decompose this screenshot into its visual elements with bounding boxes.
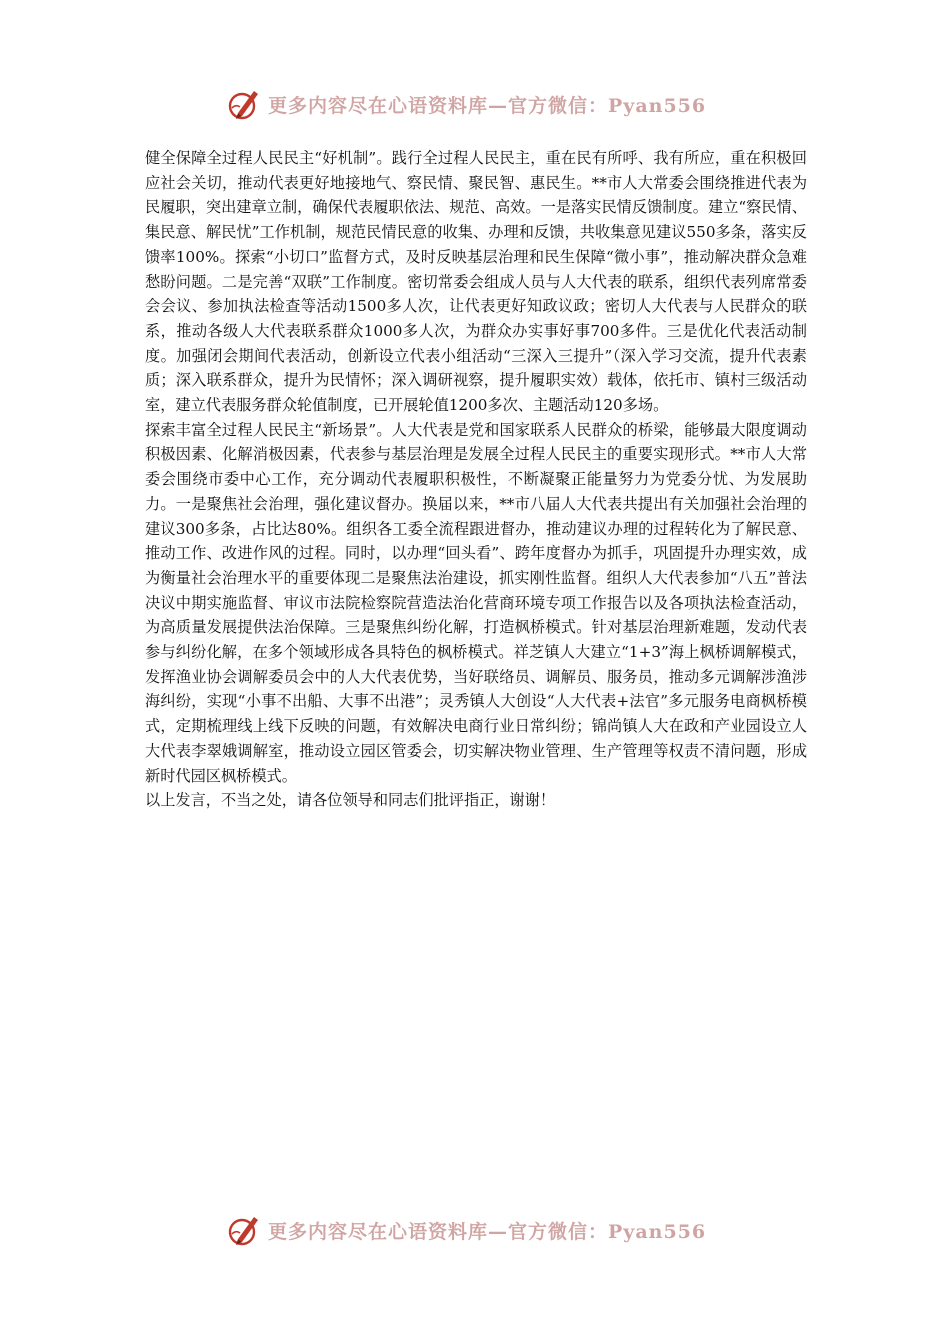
document-body	[145, 146, 807, 813]
paragraph-2: 探索丰富全过程人民民主“新场景”。人大代表是党和国家联系人民群众的桥梁，能够最大限度调动积极因素、化解消极因素，代表参与基层治理是发展全过程人民民主的重要实现形式。**市人大常委会围绕市委中心工作，充分调动代表履职积极性，不断凝聚正能量努力为党委分忧、为发展助力。一是聚焦社会治理，强化建议督办。换届以来，**市八届人大代表共提出有关加强社会治理的建议300多条，占比达80%。组织各工委全流程跟进督办，推动建议办理的过程转化为了解民意、推动工作、改进作风的过程。同时，以办理“回头看”、跨年度督办为抓手，巩固提升办理实效，成为衡量社会治理水平的重要体现二是聚焦法治建设，抓实刚性监督。组织人大代表参加“八五”普法决议中期实施监督、审议市法院检察院营造法治化营商环境专项工作报告以及各项执法检查活动，为高质量发展提供法治保障。三是聚焦纠纷化解，打造枫桥模式。针对基层治理新难题，发动代表参与纠纷化解，在多个领域形成各具特色的枫桥模式。祥芝镇人大建立“1+3”海上枫桥调解模式，发挥渔业协会调解委员会中的人大代表优势，当好联络员、调解员、服务员，推动多元调解涉渔涉海纠纷，实现“小事不出船、大事不出港”；灵秀镇人大创设“人大代表+法官”多元服务电商枫桥模式，定期梳理线上线下反映的问题，有效解决电商行业日常纠纷；锦尚镇人大在政和产业园设立人大代表李翠娥调解室，推动设立园区管委会，切实解决物业管理、生产管理等权责不清问题，形成新时代园区枫桥模式。	[145, 420, 807, 785]
pen-in-circle-icon	[226, 1212, 262, 1248]
paragraph-1: 健全保障全过程人民民主“好机制”。践行全过程人民民主，重在民有所呼、我有所应，重在积极回应社会关切，推动代表更好地接地气、察民情、聚民智、惠民生。**市人大常委会围绕推进代表为民履职，突出建章立制，确保代表履职依法、规范、高效。一是落实民情反馈制度。建立“察民情、集民意、解民忧”工作机制，规范民情民意的收集、办理和反馈，共收集意见建议550多条，落实反馈率100%。探索“小切口”监督方式，及时反映基层治理和民生保障“微小事”，推动解决群众急难愁盼问题。二是完善“双联”工作制度。密切常委会组成人员与人大代表的联系，组织代表列席常委会会议、参加执法检查等活动1500多人次，让代表更好知政议政；密切人大代表与人民群众的联系，推动各级人大代表联系群众1000多人次，为群众办实事好事700多件。三是优化代表活动制度。加强闭会期间代表活动，创新设立代表小组活动“三深入三提升”（深入学习交流，提升代表素质；深入联系群众，提升为民情怀；深入调研视察，提升履职实效）载体，依托市、镇村三级活动室，建立代表服务群众轮值制度，已开展轮值1200多次、主题活动120多场。	[145, 149, 807, 415]
pen-in-circle-icon	[226, 86, 262, 122]
footer-banner	[226, 1210, 746, 1250]
paragraph-3: 以上发言，不当之处，请各位领导和同志们批评指正，谢谢！	[145, 791, 556, 810]
header-banner	[226, 84, 746, 124]
header-banner-text: 更多内容尽在心语资料库—官方微信：Pyan556	[268, 94, 707, 117]
footer-banner-text: 更多内容尽在心语资料库—官方微信：Pyan556	[268, 1220, 707, 1243]
